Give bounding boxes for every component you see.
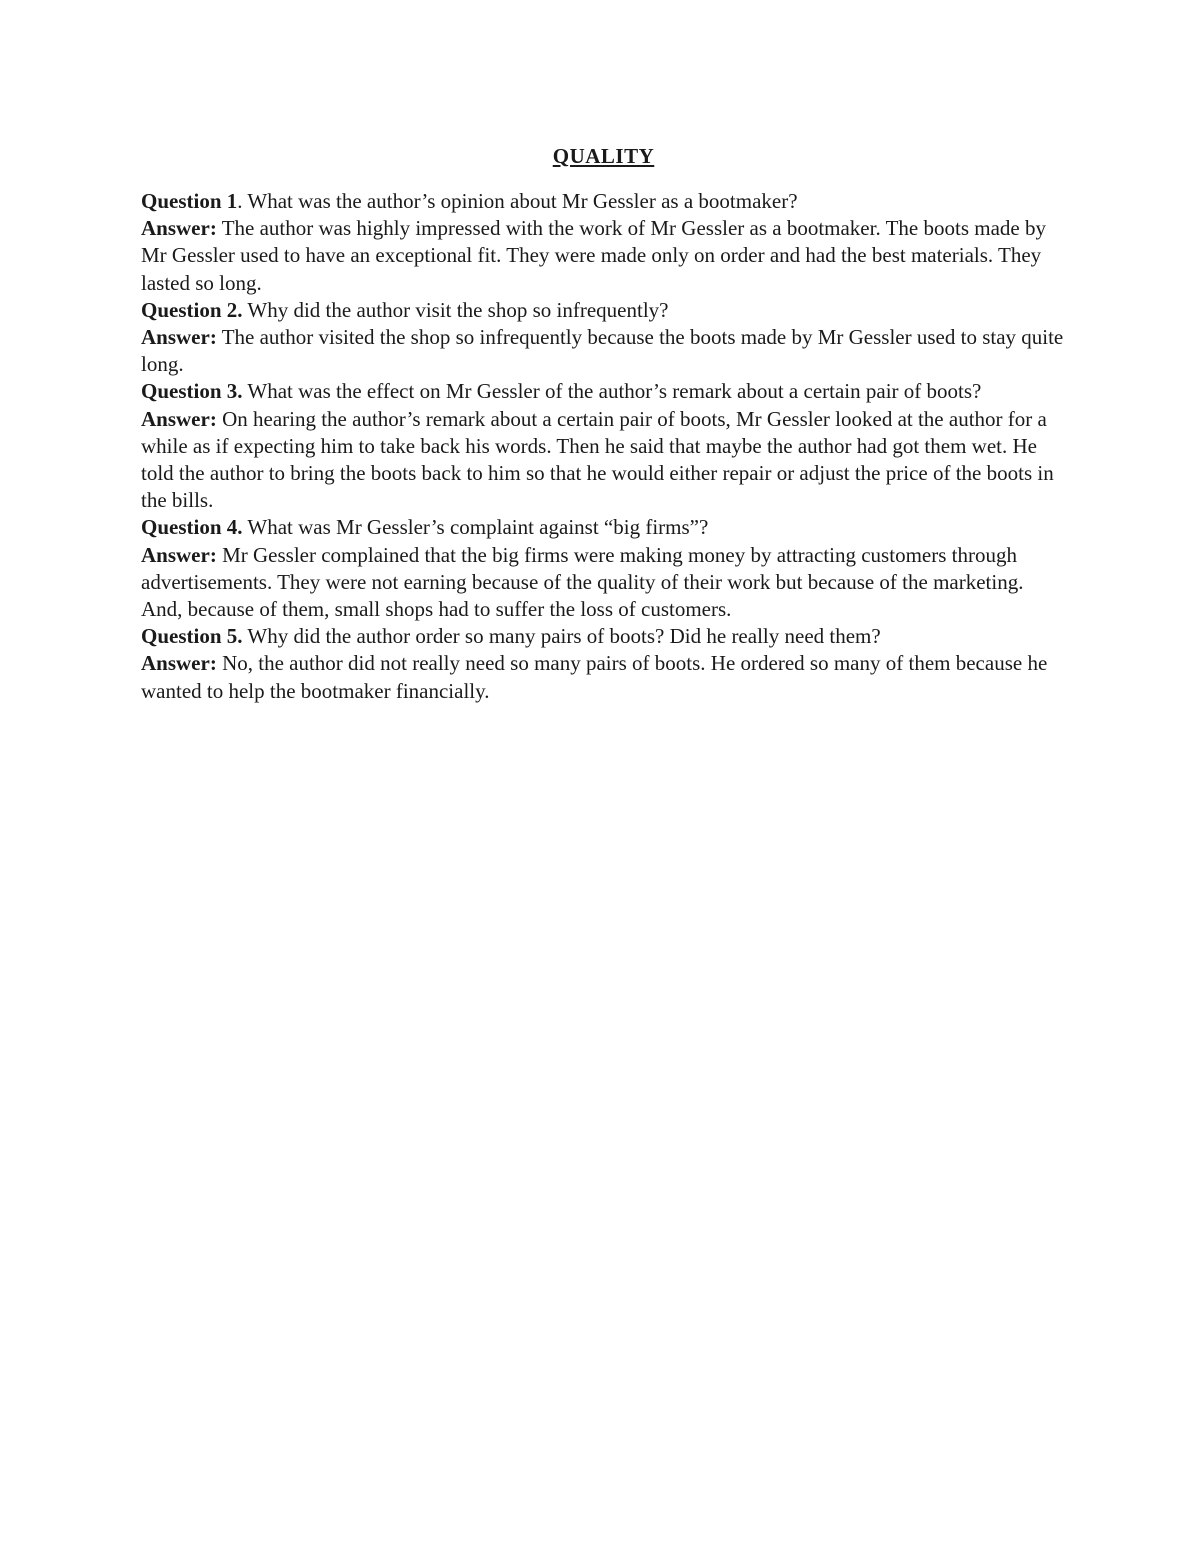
answer-2-label: Answer: [141, 325, 217, 350]
question-3-label: Question 3. [141, 379, 243, 404]
document-title: QUALITY [552, 144, 655, 168]
question-1 [141, 188, 1066, 215]
question-2 [141, 297, 1066, 324]
question-5 [141, 623, 1066, 650]
answer-2 [141, 324, 1066, 378]
question-1-label: Question 1 [141, 189, 238, 213]
question-3-text: What was the effect on Mr Gessler of the author’s remark about a certain pair of boots? [242, 379, 982, 404]
question-2-text: Why did the author visit the shop so infrequently? [242, 297, 669, 322]
answer-3 [141, 406, 1066, 515]
answer-2-text: The author visited the shop so infrequently because the boots made by Mr Gessler used to stay quite long. [141, 325, 1064, 377]
answer-1 [141, 215, 1066, 297]
answer-4 [141, 542, 1066, 624]
question-2-label: Question 2. [141, 297, 243, 322]
answer-1-label: Answer: [141, 216, 217, 241]
answer-5-label: Answer: [141, 651, 217, 676]
question-5-label: Question 5. [141, 624, 243, 649]
answer-4-text: Mr Gessler complained that the big firms were making money by attracting customers through advertisements. They were not earning because of the quality of their work but because of the marketing. And, because of them, small shops had to suffer the loss of customers. [141, 542, 1024, 622]
answer-5 [141, 650, 1066, 704]
answer-1-text: The author was highly impressed with the work of Mr Gessler as a bootmaker. The boots made by Mr Gessler used to have an exceptional fit. They were made only on order and had the best materials. They lasted so long. [141, 216, 1046, 295]
question-3 [141, 378, 1066, 405]
answer-5-text: No, the author did not really need so many pairs of boots. He ordered so many of them because he wanted to help the bootmaker financially. [141, 651, 1048, 703]
question-4 [141, 514, 1066, 541]
answer-4-label: Answer: [141, 542, 217, 567]
question-5-text: Why did the author order so many pairs of boots? Did he really need them? [242, 624, 881, 649]
answer-3-text: On hearing the author’s remark about a certain pair of boots, Mr Gessler looked at the author for a while as if expecting him to take back his words. Then he said that maybe the author had got them wet. He told the author to bring the boots back to him so that he would either repair or adjust the price of the boots in the bills. [141, 406, 1054, 513]
question-4-label: Question 4. [141, 515, 243, 540]
question-4-text: What was Mr Gessler’s complaint against “big firms”? [242, 515, 709, 540]
answer-3-label: Answer: [141, 406, 217, 431]
question-1-text: . What was the author’s opinion about Mr Gessler as a bootmaker? [237, 189, 798, 213]
document-page [141, 140, 1066, 705]
